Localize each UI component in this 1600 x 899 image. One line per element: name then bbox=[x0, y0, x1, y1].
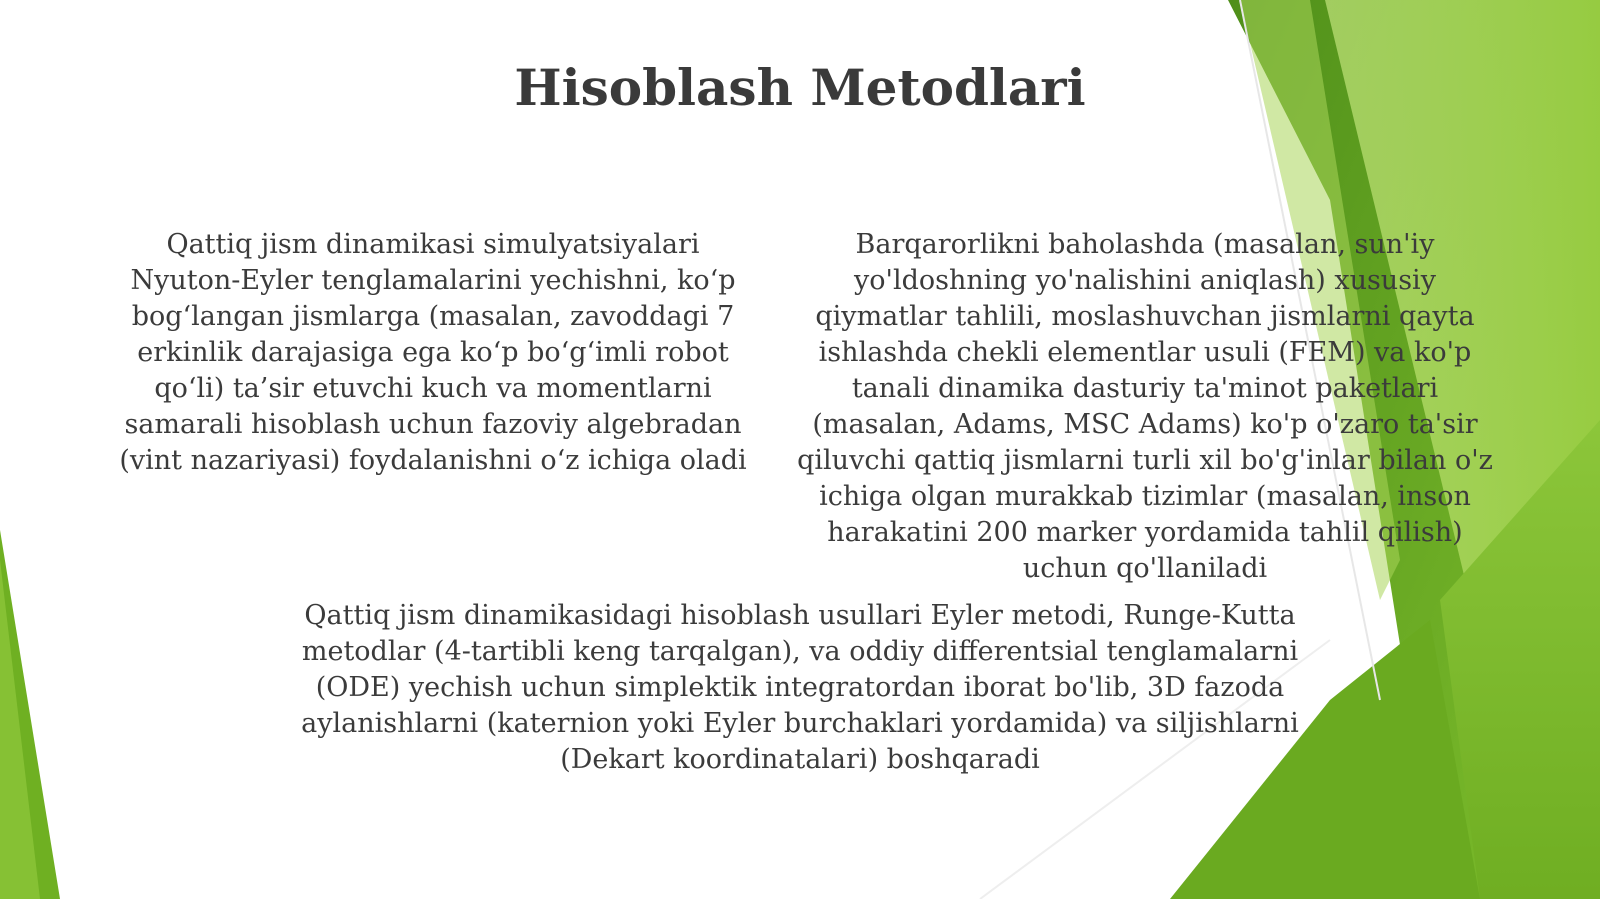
paragraph-left: Qattiq jism dinamikasi simulyatsiyalari Nyuton-Eyler tenglamalarini yechishni, ko‘p bog‘langan jismlarga (masalan, zavoddagi 7 erkinlik darajasiga ega ko‘p bo‘g‘imli robot qo‘li) ta’sir etuvchi kuch va momentlarni samarali hisoblash uchun fazoviy algebradan (vint nazariyasi) foydalanishni o‘z ichiga oladi bbox=[119, 229, 747, 476]
slide-title: Hisoblash Metodlari bbox=[514, 58, 1086, 117]
paragraph-bottom: Qattiq jism dinamikasidagi hisoblash usullari Eyler metodi, Runge-Kutta metodlar (4-tartibli keng tarqalgan), va oddiy differentsial tenglamalarni (ODE) yechish uchun simplektik integratordan iborat bo'lib, 3D fazoda aylanishlarni (katernion yoki Eyler burchaklari yordamida) va siljishlarni (Dekart koordinatalari) boshqaradi bbox=[301, 600, 1299, 775]
paragraph-right: Barqarorlikni baholashda (masalan, sun'iy yo'ldoshning yo'nalishini aniqlash) xususiy qiymatlar tahlili, moslashuvchan jismlarni qayta ishlashda chekli elementlar usuli (FEM) va ko'p tanali dinamika dasturiy ta'minot paketlari (masalan, Adams, MSC Adams) ko'p o'zaro ta'sir qiluvchi qattiq jismlarni turli xil bo'g'inlar bilan o'z ichiga olgan murakkab tizimlar (masalan, inson harakatini 200 marker yordamida tahlil qilish) uchun qo'llaniladi bbox=[797, 229, 1493, 584]
